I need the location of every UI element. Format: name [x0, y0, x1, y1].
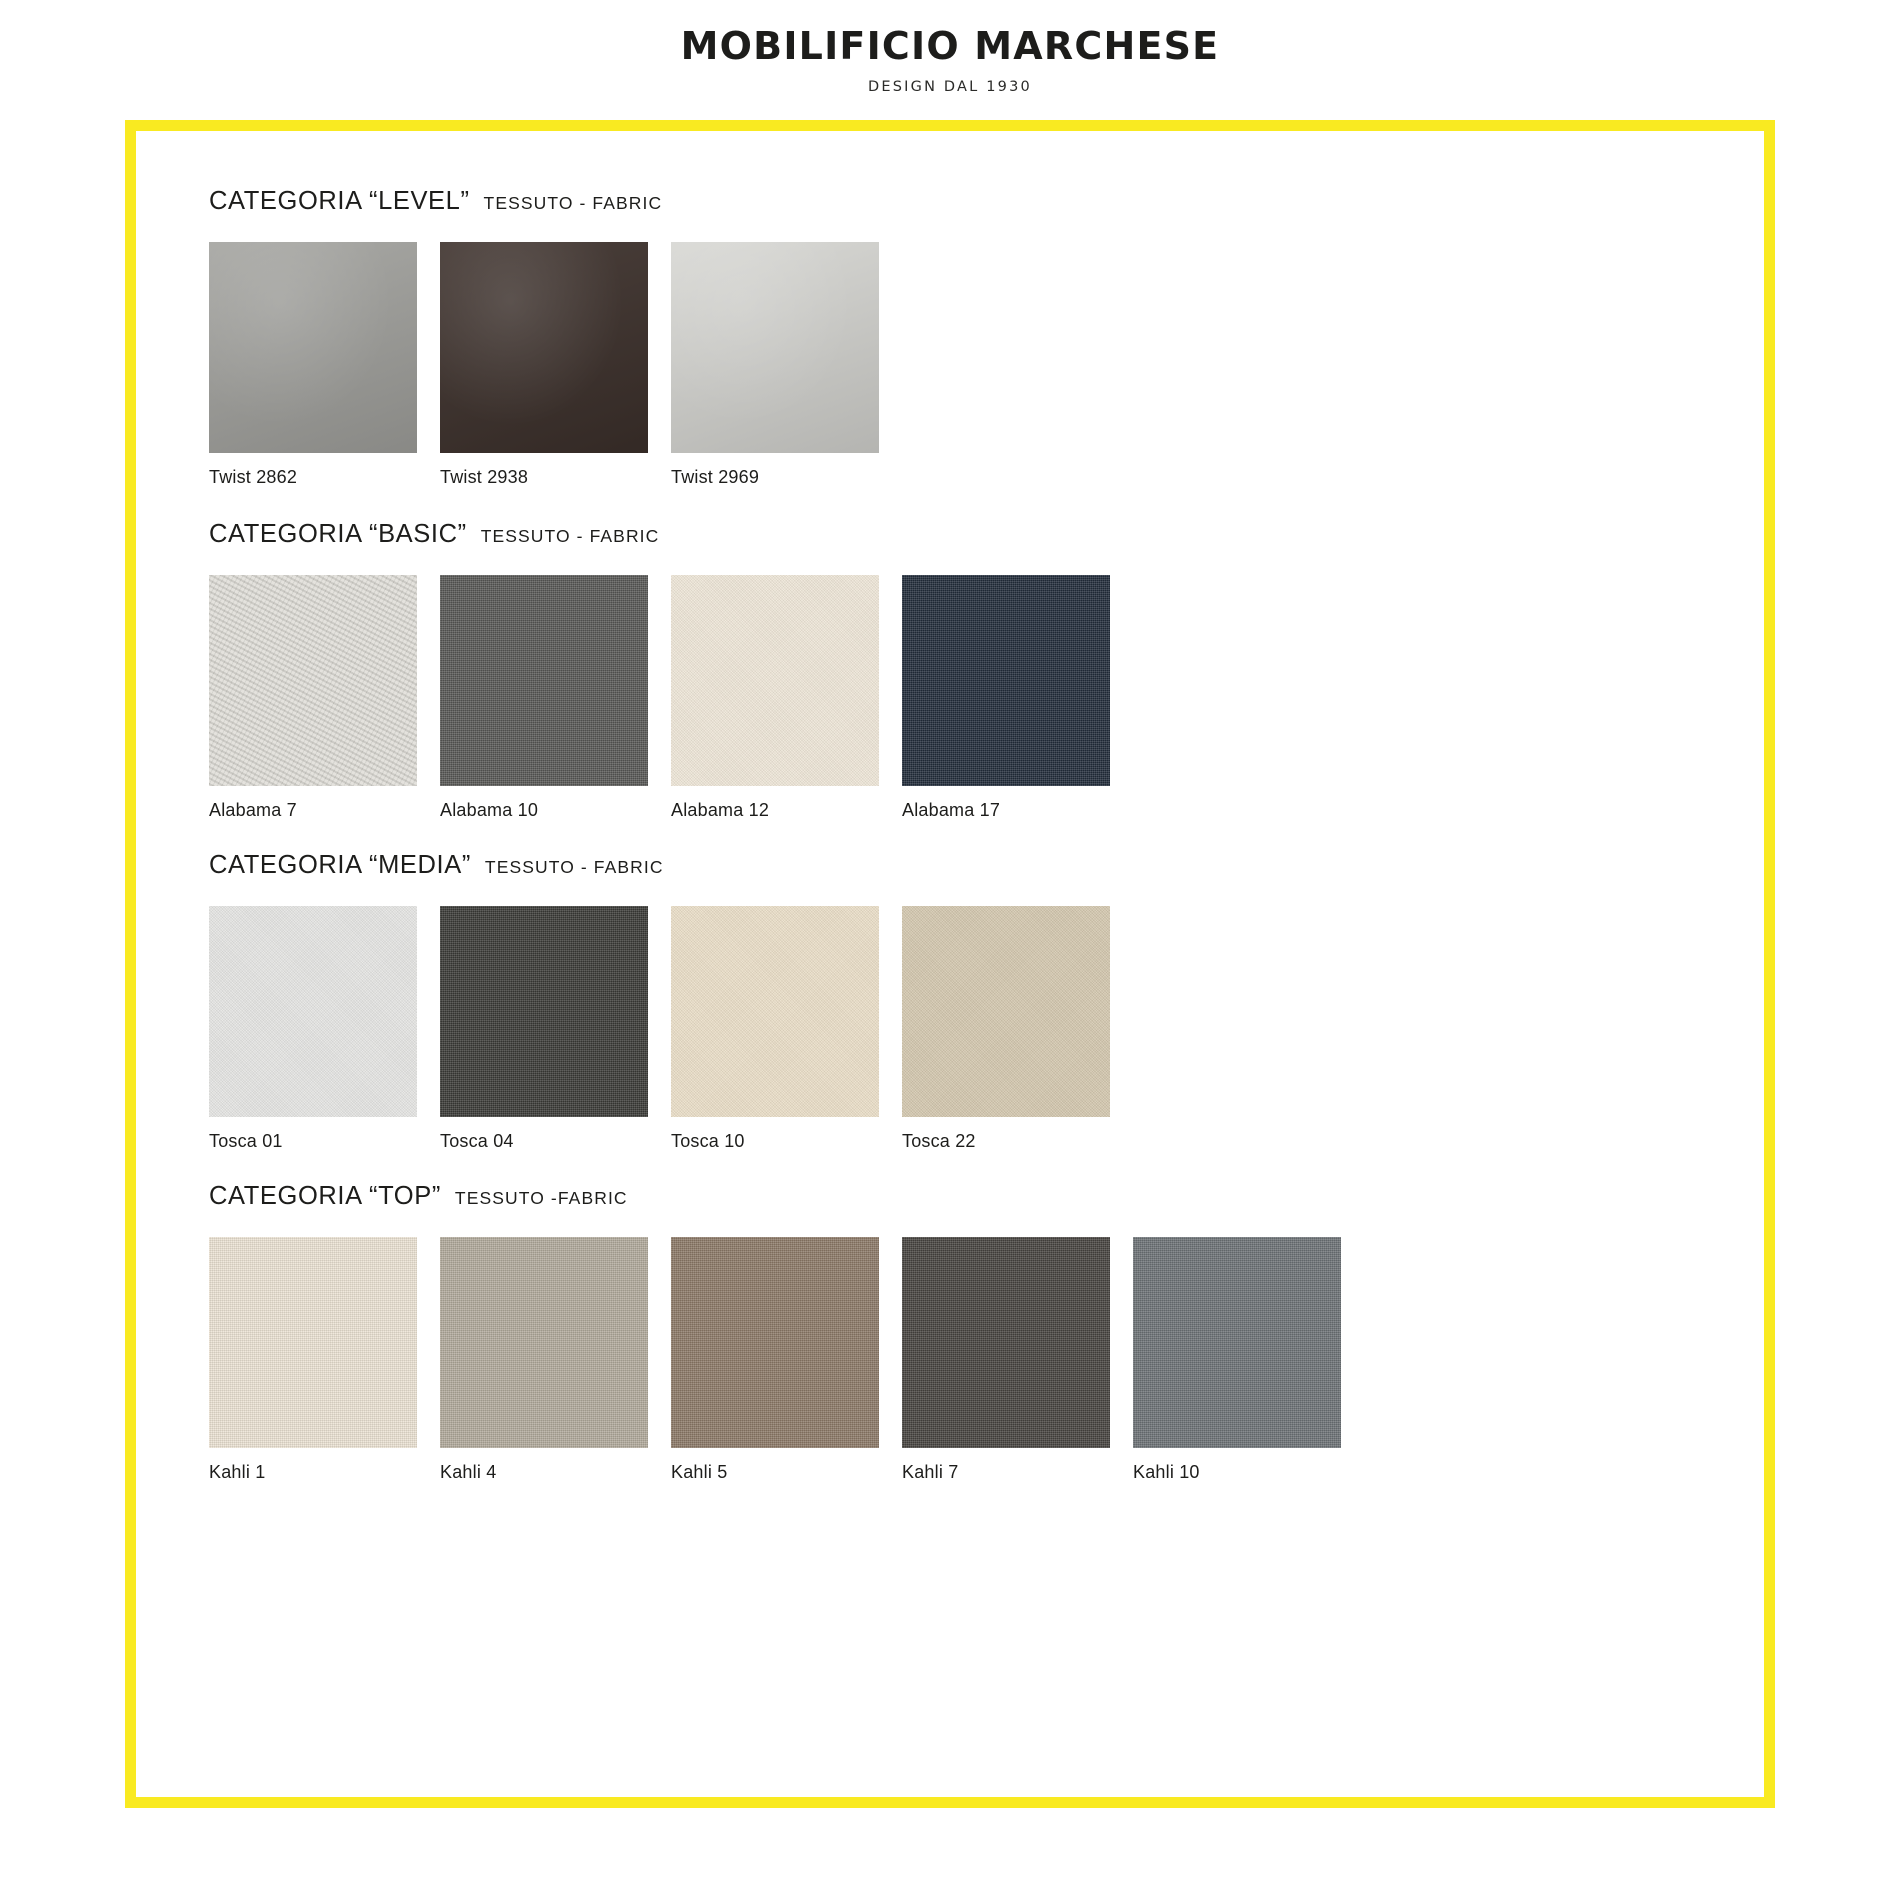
fabric-swatch[interactable] — [209, 242, 417, 453]
swatch-cell[interactable] — [671, 575, 879, 821]
swatch-cell[interactable] — [671, 1237, 879, 1483]
section-spacer — [209, 488, 1764, 520]
swatch-cell[interactable] — [209, 906, 417, 1152]
fabric-swatch[interactable] — [209, 906, 417, 1117]
brand-tagline: DESIGN DAL 1930 — [868, 78, 1032, 95]
category-title: CATEGORIA “BASIC” — [209, 519, 467, 548]
category-heading — [209, 187, 1764, 216]
fabric-swatch[interactable] — [671, 242, 879, 453]
category-title: CATEGORIA “LEVEL” — [209, 186, 470, 215]
swatch-label: Twist 2862 — [209, 466, 298, 487]
category-heading — [209, 520, 1764, 549]
swatch-cell[interactable] — [902, 575, 1110, 821]
category-heading — [209, 1182, 1764, 1211]
fabric-swatch[interactable] — [671, 1237, 879, 1448]
fabric-swatch[interactable] — [671, 575, 879, 786]
fabric-swatch[interactable] — [902, 1237, 1110, 1448]
yellow-frame — [125, 120, 1775, 1808]
fabric-swatch[interactable] — [440, 1237, 648, 1448]
swatch-label: Tosca 10 — [671, 1130, 745, 1151]
swatch-cell[interactable] — [902, 1237, 1110, 1483]
swatch-label: Twist 2938 — [440, 466, 529, 487]
category-subtitle: TESSUTO - FABRIC — [483, 192, 663, 213]
swatch-label: Tosca 04 — [440, 1130, 514, 1151]
swatch-cell[interactable] — [1133, 1237, 1341, 1483]
swatch-label: Alabama 7 — [209, 799, 297, 820]
category-block — [209, 187, 1764, 488]
fabric-swatch[interactable] — [440, 906, 648, 1117]
swatch-cell[interactable] — [440, 242, 648, 488]
category-subtitle: TESSUTO -FABRIC — [454, 1187, 628, 1208]
swatch-row — [209, 906, 1764, 1152]
section-spacer — [209, 1483, 1764, 1513]
swatch-label: Kahli 5 — [671, 1461, 728, 1482]
swatch-label: Alabama 10 — [440, 799, 539, 820]
category-block — [209, 851, 1764, 1152]
swatch-row — [209, 1237, 1764, 1483]
swatch-label: Alabama 17 — [902, 799, 1001, 820]
swatch-label: Kahli 7 — [902, 1461, 959, 1482]
category-heading — [209, 851, 1764, 880]
swatch-cell[interactable] — [209, 242, 417, 488]
swatch-cell[interactable] — [209, 1237, 417, 1483]
fabric-swatch[interactable] — [671, 906, 879, 1117]
swatch-row — [209, 575, 1764, 821]
swatch-label: Tosca 01 — [209, 1130, 283, 1151]
swatch-label: Alabama 12 — [671, 799, 770, 820]
fabric-swatch[interactable] — [209, 575, 417, 786]
swatch-cell[interactable] — [440, 1237, 648, 1483]
swatch-cell[interactable] — [902, 906, 1110, 1152]
swatch-label: Kahli 1 — [209, 1461, 266, 1482]
fabric-swatch[interactable] — [440, 242, 648, 453]
category-title: CATEGORIA “TOP” — [209, 1181, 441, 1210]
fabric-swatch[interactable] — [1133, 1237, 1341, 1448]
fabric-catalog — [136, 131, 1764, 1513]
section-spacer — [209, 821, 1764, 851]
fabric-swatch[interactable] — [209, 1237, 417, 1448]
category-block — [209, 1182, 1764, 1483]
swatch-cell[interactable] — [671, 242, 879, 488]
category-title: CATEGORIA “MEDIA” — [209, 850, 471, 879]
brand-name: MOBILIFICIO MARCHESE — [680, 24, 1220, 68]
swatch-cell[interactable] — [209, 575, 417, 821]
swatch-cell[interactable] — [440, 906, 648, 1152]
swatch-label: Kahli 4 — [440, 1461, 497, 1482]
fabric-swatch[interactable] — [902, 906, 1110, 1117]
category-subtitle: TESSUTO - FABRIC — [480, 525, 660, 546]
swatch-label: Twist 2969 — [671, 466, 760, 487]
swatch-cell[interactable] — [671, 906, 879, 1152]
category-subtitle: TESSUTO - FABRIC — [484, 856, 664, 877]
swatch-label: Tosca 22 — [902, 1130, 976, 1151]
swatch-cell[interactable] — [440, 575, 648, 821]
fabric-swatch[interactable] — [902, 575, 1110, 786]
swatch-label: Kahli 10 — [1133, 1461, 1200, 1482]
fabric-swatch[interactable] — [440, 575, 648, 786]
section-spacer — [209, 1152, 1764, 1182]
swatch-row — [209, 242, 1764, 488]
category-block — [209, 520, 1764, 821]
brand-header — [0, 0, 1900, 95]
